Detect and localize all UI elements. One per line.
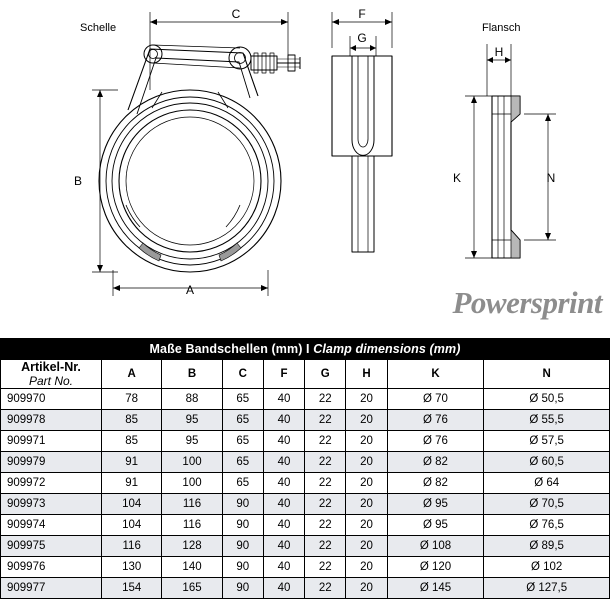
cell-h: 20 — [346, 515, 387, 536]
cell-g: 22 — [305, 536, 346, 557]
label-flansch: Flansch — [482, 22, 521, 34]
cell-a: 130 — [102, 557, 162, 578]
cell-k: Ø 70 — [387, 389, 484, 410]
cell-part-no: 909976 — [1, 557, 102, 578]
table-title-separator: I — [306, 342, 310, 356]
column-header-n: N — [484, 360, 610, 389]
cell-a: 154 — [102, 578, 162, 599]
cell-f: 40 — [263, 410, 304, 431]
table-header-row — [1, 360, 610, 389]
label-dim-k: K — [452, 171, 462, 185]
cell-part-no: 909978 — [1, 410, 102, 431]
cell-a: 116 — [102, 536, 162, 557]
column-header-b: B — [162, 360, 222, 389]
label-schelle: Schelle — [80, 22, 117, 34]
table-title-de: Maße Bandschellen (mm) — [149, 342, 303, 356]
column-header-g: G — [305, 360, 346, 389]
cell-n: Ø 89,5 — [484, 536, 610, 557]
cell-g: 22 — [305, 473, 346, 494]
table-row — [1, 557, 610, 578]
column-header-part-no — [1, 360, 102, 389]
label-dim-h: H — [494, 45, 504, 59]
cell-c: 90 — [222, 557, 263, 578]
column-header-h: H — [346, 360, 387, 389]
cell-b: 95 — [162, 410, 222, 431]
cell-f: 40 — [263, 557, 304, 578]
cell-c: 65 — [222, 431, 263, 452]
cell-f: 40 — [263, 578, 304, 599]
dimension-b — [92, 90, 118, 272]
cell-n: Ø 57,5 — [484, 431, 610, 452]
cell-g: 22 — [305, 431, 346, 452]
cell-b: 140 — [162, 557, 222, 578]
cell-g: 22 — [305, 389, 346, 410]
label-dim-a: A — [185, 283, 195, 297]
label-dim-c: C — [231, 7, 241, 21]
column-header-k: K — [387, 360, 484, 389]
cell-k: Ø 76 — [387, 410, 484, 431]
cell-c: 65 — [222, 410, 263, 431]
cell-b: 116 — [162, 515, 222, 536]
cell-g: 22 — [305, 557, 346, 578]
label-dim-g: G — [357, 31, 367, 45]
cell-c: 65 — [222, 389, 263, 410]
bolt-assembly — [251, 53, 300, 73]
cell-a: 104 — [102, 494, 162, 515]
cell-g: 22 — [305, 494, 346, 515]
cell-part-no: 909971 — [1, 431, 102, 452]
table-row — [1, 578, 610, 599]
cell-k: Ø 82 — [387, 452, 484, 473]
cell-b: 116 — [162, 494, 222, 515]
cell-part-no: 909973 — [1, 494, 102, 515]
label-dim-f: F — [358, 7, 366, 21]
cell-b: 165 — [162, 578, 222, 599]
label-dim-b: B — [73, 174, 83, 188]
cell-c: 90 — [222, 536, 263, 557]
cell-c: 65 — [222, 473, 263, 494]
cell-b: 128 — [162, 536, 222, 557]
table-row — [1, 410, 610, 431]
table-title-row — [1, 339, 610, 360]
cell-f: 40 — [263, 431, 304, 452]
brand-logo: Powersprint — [452, 285, 602, 320]
table-title-en: Clamp dimensions (mm) — [313, 342, 461, 356]
cell-a: 104 — [102, 515, 162, 536]
table-row — [1, 494, 610, 515]
cell-f: 40 — [263, 515, 304, 536]
cell-c: 90 — [222, 494, 263, 515]
clamp-dimensions-table — [0, 338, 610, 599]
cell-h: 20 — [346, 410, 387, 431]
cell-a: 78 — [102, 389, 162, 410]
cell-h: 20 — [346, 494, 387, 515]
cell-g: 22 — [305, 452, 346, 473]
table-row — [1, 515, 610, 536]
column-header-a: A — [102, 360, 162, 389]
cell-h: 20 — [346, 452, 387, 473]
cell-n: Ø 64 — [484, 473, 610, 494]
part-header-line2: Part No. — [28, 374, 73, 388]
cell-part-no: 909979 — [1, 452, 102, 473]
cell-part-no: 909974 — [1, 515, 102, 536]
cell-h: 20 — [346, 578, 387, 599]
cell-b: 88 — [162, 389, 222, 410]
cell-g: 22 — [305, 515, 346, 536]
cell-a: 91 — [102, 452, 162, 473]
table-row — [1, 536, 610, 557]
cell-a: 91 — [102, 473, 162, 494]
cell-k: Ø 82 — [387, 473, 484, 494]
cell-k: Ø 95 — [387, 494, 484, 515]
table-row — [1, 389, 610, 410]
cell-n: Ø 76,5 — [484, 515, 610, 536]
cell-k: Ø 108 — [387, 536, 484, 557]
cell-part-no: 909977 — [1, 578, 102, 599]
cell-c: 90 — [222, 515, 263, 536]
table-title-cell — [1, 339, 610, 360]
cell-k: Ø 145 — [387, 578, 484, 599]
cell-n: Ø 55,5 — [484, 410, 610, 431]
cell-part-no: 909975 — [1, 536, 102, 557]
cell-n: Ø 70,5 — [484, 494, 610, 515]
cell-h: 20 — [346, 536, 387, 557]
cell-k: Ø 95 — [387, 515, 484, 536]
cell-h: 20 — [346, 431, 387, 452]
cell-f: 40 — [263, 536, 304, 557]
column-header-c: C — [222, 360, 263, 389]
dimension-c — [150, 12, 288, 90]
cell-n: Ø 50,5 — [484, 389, 610, 410]
cell-n: Ø 60,5 — [484, 452, 610, 473]
cell-part-no: 909970 — [1, 389, 102, 410]
cell-b: 95 — [162, 431, 222, 452]
cell-h: 20 — [346, 557, 387, 578]
cell-f: 40 — [263, 452, 304, 473]
part-header-line1: Artikel-Nr. — [21, 360, 81, 374]
column-header-f: F — [263, 360, 304, 389]
cell-b: 100 — [162, 452, 222, 473]
cell-n: Ø 102 — [484, 557, 610, 578]
label-dim-n: N — [546, 171, 556, 185]
cell-h: 20 — [346, 389, 387, 410]
cell-n: Ø 127,5 — [484, 578, 610, 599]
cell-part-no: 909972 — [1, 473, 102, 494]
table-row — [1, 473, 610, 494]
cell-b: 100 — [162, 473, 222, 494]
table-row — [1, 431, 610, 452]
cell-c: 90 — [222, 578, 263, 599]
table-row — [1, 452, 610, 473]
cell-g: 22 — [305, 410, 346, 431]
dimension-k — [465, 96, 492, 258]
cell-k: Ø 120 — [387, 557, 484, 578]
clamp-dimensions-table-wrap — [0, 338, 610, 599]
cell-f: 40 — [263, 389, 304, 410]
cell-g: 22 — [305, 578, 346, 599]
cell-c: 65 — [222, 452, 263, 473]
cell-f: 40 — [263, 494, 304, 515]
cell-a: 85 — [102, 410, 162, 431]
table-body — [1, 389, 610, 599]
cell-f: 40 — [263, 473, 304, 494]
cell-k: Ø 76 — [387, 431, 484, 452]
cell-a: 85 — [102, 431, 162, 452]
cell-h: 20 — [346, 473, 387, 494]
